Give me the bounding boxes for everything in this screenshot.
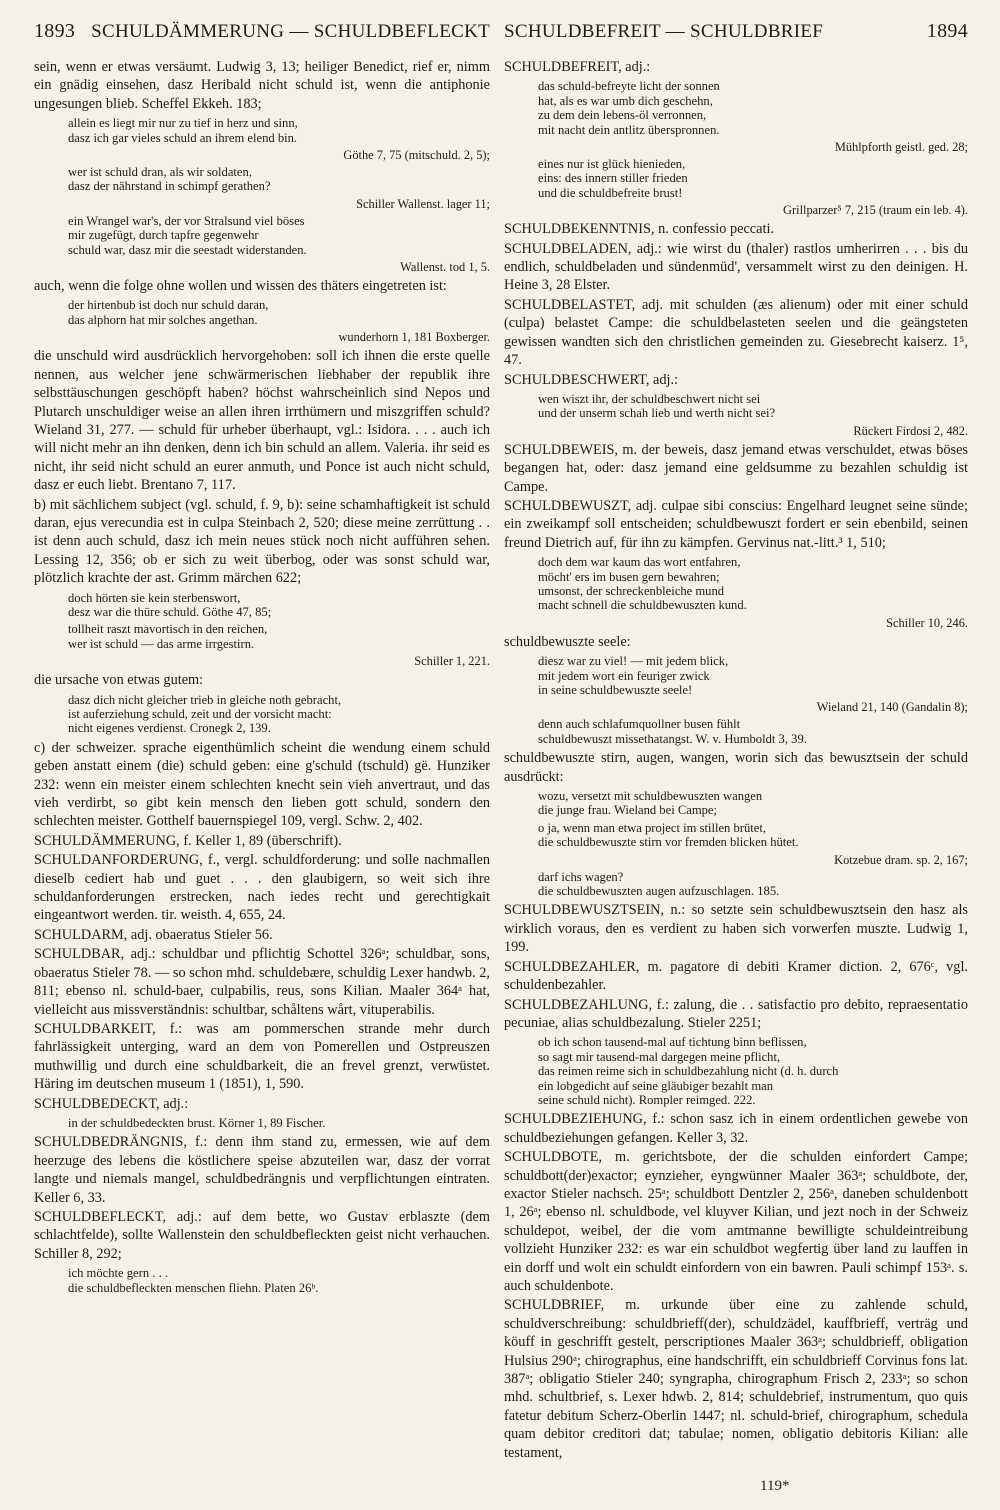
quotation: doch dem war kaum das wort entfahren, möcht' ers im busen gern bewahren; umsonst, der schreckenbleiche mund macht schnell die schuldbewuszten kund. <box>538 555 747 613</box>
left-running-title: SCHULDÄMMERUNG — SCHULDBEFLECKT <box>91 21 490 42</box>
citation: Schiller 10, 246. <box>886 615 968 630</box>
citation: Schiller 1, 221. <box>414 654 490 669</box>
entry-paragraph: sein, wenn er etwas versäumt. Ludwig 3, 13; heiliger Benedict, rief er, nimm ein gnädig einsehen, dasz Heribald nicht schuld ist, wenn die antiphonie ungesungen blieb. Scheffel Ekkeh. 183; <box>34 59 490 112</box>
entry-paragraph: SCHULDBRIEF, m. urkunde über eine zu zahlende schuld, schuldverschreibung: schuldbrieff(der), schuldzädel, kauffbrieff, verträg und köuff in geschrifft gestelt, perscriptiones Maaler 363ᵃ; schuldbrieff, obligation Hulsius 290ᵃ; chirographus, eine handschrifft, ein schuldbrieff Corvinus fons lat. 387ᵃ; obligatio Stieler 240; syngrapha, chirographum Frisch 2, 233ᵃ; so schon mhd. schultbrief, s. Lexer hdwb. 2, 814; schuldebrief, instrumentum, quo quis fatetur debitum Scherz-Oberlin 1447; nl. schuld-brief, chirographum, schedula quam debitor creditori dat; tabulae; nomen, obligatio debitoris Kilian: alle testament, <box>504 1297 968 1461</box>
quotation: das schuld-befreyte licht der sonnen hat, als es war umb dich geschehn, zu dem dein lebens-öl verronnen, mit nacht dein antlitz überspronnen. <box>538 79 720 137</box>
entry-paragraph: SCHULDBEZAHLUNG, f.: zalung, die . . satisfactio pro debito, repraesentatio pecuniae, alias schuldbezalung. Stieler 2251; <box>504 996 968 1031</box>
quotation: der hirtenbub ist doch nur schuld daran, das alphorn hat mir solches angethan. <box>68 298 269 327</box>
entry-paragraph: SCHULDBEZAHLER, m. pagatore di debiti Kramer diction. 2, 676ᶜ, vgl. schuldenbezahler. <box>504 958 968 994</box>
quotation: allein es liegt mir nur zu tief in herz und sinn, dasz ich gar vieles schuld an ihrem elend bin. <box>68 116 298 145</box>
quotation: diesz war zu viel! — mit jedem blick, mit jedem wort ein feuriger zwick in seine schuldbewuszte seele! <box>538 654 729 697</box>
quotation: wen wiszt ihr, der schuldbeschwert nicht sei und der unserm schah lieb und werth nicht sei? <box>538 391 776 421</box>
entry-paragraph: SCHULDBEDRÄNGNIS, f.: denn ihm stand zu, ermessen, wie auf dem heerzuge des lebens die köstlichere speise abzuteilen war, dasz der vorrat langte und niemals mangel, schuldbedrängnis und verpflichtungen eintraten. Keller 6, 33. <box>34 1134 490 1206</box>
entry-paragraph: c) der schweizer. sprache eigenthümlich scheint die wendung einem schuld geben anstatt einem (die) schuld geben: eine g'schuld (tschuld) gë. Hunziker 232: wenn ein meister einem schlechten knecht sein vieh anvertraut, und das vieh verdirbt, so gibt kein mensch den lieben gott schuld, sondern den schlechten meister. Gotthelf bauernspiegel 109, vergl. Schw. 2, 402. <box>34 739 490 830</box>
entry-paragraph: die unschuld wird ausdrücklich hervorgehoben: soll ich ihnen die erste quelle nennen, aus welcher jene schwärmerischen liebhaber der republik ihre selbsttäuschungen geschöpft haben? höchst wahrscheinlich sind Nepos und Plutarch unschuldiger weise an allen ihren irrthümern und miszgriffen schuld? Wieland 31, 277. — schuld für urheber überhaupt, vgl.: Isidora. . . . auch ich will nicht mehr an ihn denken, denn ich bin schuld an allem. Valeria. ihr seid es nicht, ihr seid nicht schuld an eurer anmuth, und Ponce ist auch nicht schuld, dasz er euch liebt. Brentano 7, 117. <box>34 348 490 494</box>
entry-paragraph: SCHULDBARKEIT, f.: was am pommerschen strande mehr durch fahrlässigkeit unterging, ward an dem von Pomerellen und Ostpreuszen muthwillig und durch eine schuldbarkeit, die an frevel grenzt, verwüstet. Häring im deutschen museum 1 (1851), 1, 590. <box>34 1020 490 1093</box>
entry-paragraph: SCHULDBEWEIS, m. der beweis, dasz jemand etwas verschuldet, etwas böses begangen hat, oder: dasz jemand eine geldsumme zu bezahlen schuldig ist Campe. <box>504 441 968 495</box>
entry-paragraph: SCHULDBESCHWERT, adj.: <box>504 371 679 388</box>
citation: Mühlpforth geistl. ged. 28; <box>834 140 968 155</box>
right-page-number: 1894 <box>926 20 968 42</box>
quotation: tollheit raszt mavortisch in den reichen, wer ist schuld — das arme irrgestirn. <box>68 622 268 651</box>
quotation: ein Wrangel war's, der vor Stralsund viel böses mir zugefügt, durch tapfre gegenwehr schuld war, dasz mir die seestadt widerstanden. <box>68 213 307 257</box>
entry-paragraph: schuldbewuszte seele: <box>504 633 631 650</box>
entry-paragraph: SCHULDBEFREIT, adj.: <box>504 59 651 75</box>
entry-paragraph: SCHULDBEDECKT, adj.: <box>34 1095 189 1112</box>
quotation: darf ichs wagen? die schuldbewuszten augen aufzuschlagen. 185. <box>538 869 780 899</box>
entry-paragraph: auch, wenn die folge ohne wollen und wissen des thäters eingetreten ist: <box>34 278 447 295</box>
entry-paragraph: SCHULDANFORDERUNG, f., vergl. schuldforderung: und solle nachmallen dieselb cediert hab und guet . . . den glaubigern, so weit sich ihre schuldanforderungen erstrecken, nach iedes recht und gerechtigkait eingeantwort werden. tir. weisth. 4, 655, 24. <box>34 852 490 924</box>
right-page-header <box>504 20 968 44</box>
quotation: o ja, wenn man etwa project im stillen brütet, die schuldbewuszte stirn vor fremden blicken hütet. <box>538 820 799 850</box>
citation: Wieland 21, 140 (Gandalin 8); <box>816 700 968 715</box>
citation: Rückert Firdosi 2, 482. <box>853 423 968 438</box>
entry-paragraph: SCHULDARM, adj. obaeratus Stieler 56. <box>34 926 273 943</box>
right-column <box>504 58 968 1478</box>
signature-mark: 119* <box>760 1478 790 1494</box>
quotation: eines nur ist glück hienieden, eins: des innern stiller frieden und die schuldbefreite brust! <box>538 157 688 200</box>
quotation: denn auch schlafumquollner busen fühlt schuldbewuszt missethatangst. W. v. Humboldt 3, 39. <box>538 717 807 746</box>
quotation: wer ist schuld dran, als wir soldaten, dasz der nährstand in schimpf gerathen? <box>68 165 271 194</box>
quotation: doch hörten sie kein sterbenswort, desz war die thüre schuld. Göthe 47, 85; <box>68 590 272 619</box>
entry-paragraph: SCHULDBEWUSZT, adj. culpae sibi conscius: Engelhard leugnet seine sünde; ein zweikampf soll entscheiden; schuldbewuszt fordert er sein ebenbild, seinen freund Dietrich auf, für ihn zu kämpfen. Gervinus nat.-litt.³ 1, 510; <box>504 497 968 551</box>
citation: Göthe 7, 75 (mitschuld. 2, 5); <box>343 148 490 163</box>
entry-paragraph: SCHULDBEZIEHUNG, f.: schon sasz ich in einem ordentlichen gewebe von schuldbeziehungen gefangen. Keller 3, 32. <box>504 1111 968 1146</box>
entry-paragraph: schuldbewuszte stirn, augen, wangen, worin sich das bewusztsein der schuld ausdrückt: <box>504 750 968 785</box>
entry-paragraph: SCHULDÄMMERUNG, f. Keller 1, 89 (überschrift). <box>34 832 342 849</box>
entry-paragraph: SCHULDBEWUSZTSEIN, n.: so setzte sein schuldbewusztsein den hasz als wirklich voraus, den es verdient zu haben sich vorwerfen muszte. Ludwig 1, 199. <box>504 902 968 956</box>
left-column <box>34 58 490 1478</box>
citation: Wallenst. tod 1, 5. <box>400 260 490 275</box>
entry-paragraph: SCHULDBEKENNTNIS, n. confessio peccati. <box>504 221 775 238</box>
entry-paragraph: b) mit sächlichem subject (vgl. schuld, f. 9, b): seine schamhaftigkeit ist schuld daran, ejus verecundia est in culpa Steinbach 2, 520; diese meine zerrüttung . . ist denn auch schuld, dasz ich mein neues stück noch nicht aufführen sehen. Lessing 12, 356; ob er sich zu weit überbog, oder was sonst schuld war, plötzlich krachte der ast. Grimm märchen 622; <box>34 496 490 587</box>
right-running-title: SCHULDBEFREIT — SCHULDBRIEF <box>504 21 824 42</box>
citation: Kotzebue dram. sp. 2, 167; <box>834 852 968 867</box>
entry-paragraph: SCHULDBAR, adj.: schuldbar und pflichtig Schottel 326ᵃ; schuldbar, sons, obaeratus Stieler 78. — so schon mhd. schuldebære, schuldig Lexer handwb. 2, 811; ebenso nl. schuld-baer, culpabilis, reus, sons Kilian. Maaler 364ᵃ hat, vielleicht aus missverständnis: schultbar, schåltens wårt, vituperabilis. <box>34 946 490 1018</box>
citation: wunderhorn 1, 181 Boxberger. <box>338 330 490 345</box>
quotation: ich möchte gern . . . die schuldbefleckten menschen fliehn. Platen 26ᵇ. <box>68 1266 319 1295</box>
left-page-number: 1893 <box>34 20 76 42</box>
entry-paragraph: SCHULDBELADEN, adj.: wie wirst du (thaler) rastlos umherirren . . . bis du endlich, schuldbeladen und sündenmüd', versammelt wirst zu den deinigen. H. Heine 3, 28 Elster. <box>504 240 968 294</box>
left-page-header <box>34 20 490 44</box>
entry-paragraph: SCHULDBEFLECKT, adj.: auf dem bette, wo Gustav erblaszte (dem schlachtfelde), sollte Wallenstein den schuldbefleckten geist nicht verhauchen. Schiller 8, 292; <box>34 1208 490 1262</box>
quotation: ob ich schon tausend-mal auf tichtung binn beflissen, so sagt mir tausend-mal dargegen meine pflicht, das reimen reime sich in schuldbezahlung nicht (d. h. durch ein lobgedicht auf seine gläubiger bezahlt man seine schuld nicht). Rompler reimged. 222. <box>538 1035 839 1107</box>
quotation: wozu, versetzt mit schuldbewuszten wangen die junge frau. Wieland bei Campe; <box>538 789 763 818</box>
quotation: dasz dich nicht gleicher trieb in gleiche noth gebracht, ist auferziehung schuld, zeit und der vorsicht macht: nicht eigenes verdienst. Cronegk 2, 139. <box>68 692 342 736</box>
entry-paragraph: SCHULDBOTE, m. gerichtsbote, der die schulden einfordert Campe; schuldbott(der)exactor; eynzieher, eyngwünner Maaler 363ᵃ; schuldbote, der, exactor Stieler nachsch. 25ᵃ; schuldbott Dentzler 2, 256ᵃ, daneben schuldenbott 1, 26ᵃ; ebenso nl. schuldbode, vel kluyver Kilian, und jezt noch in der Schweiz schuldepot, weibel, der die vom amtmanne bewilligte schuldeintreibung vollzieht Hunziker 232: es war ein schuldbot wegfertig über land zu lauffen in ein dorff und wolt ein schuldt einfordern von ein bawren. Pauli schimpf 153ᵃ. s. auch schuldenbote. <box>504 1149 968 1294</box>
citation: Schiller Wallenst. lager 11; <box>356 196 490 211</box>
quotation: in der schuldbedeckten brust. Körner 1, 89 Fischer. <box>68 1115 326 1130</box>
entry-paragraph: die ursache von etwas gutem: <box>34 672 204 689</box>
entry-paragraph: SCHULDBELASTET, adj. mit schulden (æs alienum) oder mit einer schuld (culpa) belastet Campe: die schuldbelasteten seelen und die geängsteten gewissen wandten sich den christlichen gemeinden zu. Giesebrecht kaiserz. 1⁵, 47. <box>504 296 968 369</box>
citation: Grillparzer⁵ 7, 215 (traum ein leb. 4). <box>783 203 968 218</box>
